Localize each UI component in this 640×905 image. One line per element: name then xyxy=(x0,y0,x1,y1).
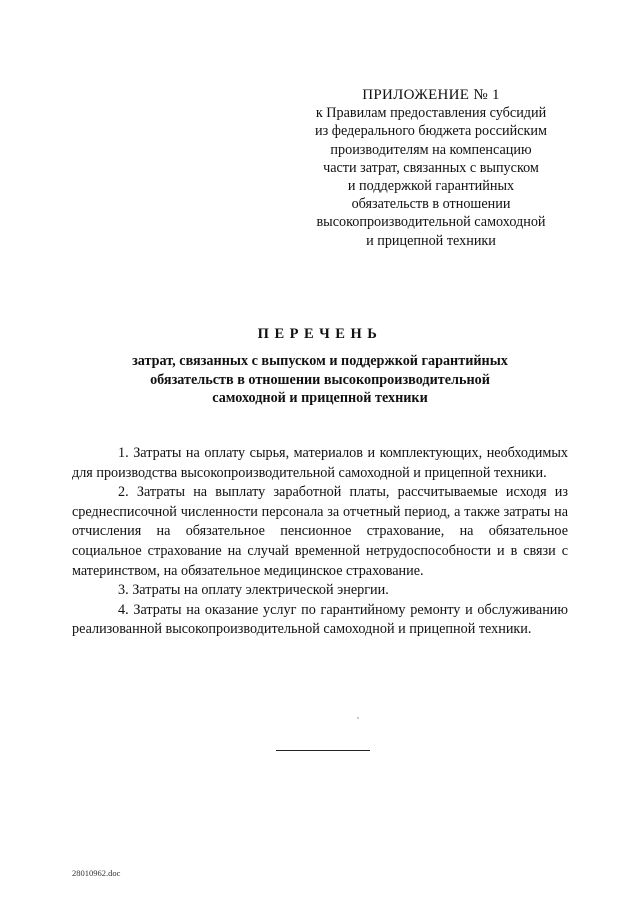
item-text: Затраты на оплату электрической энергии. xyxy=(132,582,389,599)
appendix-line: из федерального бюджета российским xyxy=(315,123,547,140)
appendix-line: и поддержкой гарантийных xyxy=(347,178,515,195)
appendix-line: и прицепной техники xyxy=(366,232,496,249)
document-subtitle xyxy=(60,352,580,408)
appendix-line: производителям на компенсацию xyxy=(330,141,532,158)
items-list xyxy=(72,444,568,640)
appendix-line: обязательств в отношении xyxy=(351,196,511,213)
appendix-line: к Правилам предоставления субсидий xyxy=(315,105,547,122)
end-rule xyxy=(276,750,370,751)
list-item xyxy=(72,581,568,601)
list-item xyxy=(72,601,568,640)
item-number: 1. xyxy=(118,445,129,461)
item-text: Затраты на выплату заработной платы, рассчитываемые исходя из среднесписочной численности персонала за отчетный период, а также затраты на отчисления на обязательное пенсионное страхование, на обязательное социальное страхование на случай временной нетрудоспособности и в связи с материнством, на обязательное медицинское страхование. xyxy=(72,484,568,579)
appendix-line: части затрат, связанных с выпуском xyxy=(323,159,539,176)
item-text: Затраты на оказание услуг по гарантийному ремонту и обслуживанию реализованной высокопроизводительной самоходной и прицепной техники. xyxy=(72,601,568,638)
item-text: Затраты на оплату сырья, материалов и комплектующих, необходимых для производства высокопроизводительной самоходной и прицепной техники. xyxy=(72,445,569,481)
item-number: 3. xyxy=(118,582,129,599)
item-number: 2. xyxy=(118,484,129,501)
document-title: ПЕРЕЧЕНЬ xyxy=(257,326,383,342)
subtitle-line: самоходной и прицепной техники xyxy=(212,390,428,406)
appendix-line: высокопроизводительной самоходной xyxy=(316,214,546,231)
subtitle-line: обязательств в отношении высокопроизводительной xyxy=(150,371,490,388)
list-item xyxy=(72,444,568,483)
item-number: 4. xyxy=(118,601,129,618)
subtitle-line: затрат, связанных с выпуском и поддержкой гарантийных xyxy=(132,353,508,369)
footer-filename: 28010962.doc xyxy=(72,868,121,878)
scan-speck xyxy=(357,717,359,719)
appendix-title: ПРИЛОЖЕНИЕ № 1 xyxy=(362,87,500,103)
list-item xyxy=(72,483,568,581)
appendix-block xyxy=(296,86,566,250)
